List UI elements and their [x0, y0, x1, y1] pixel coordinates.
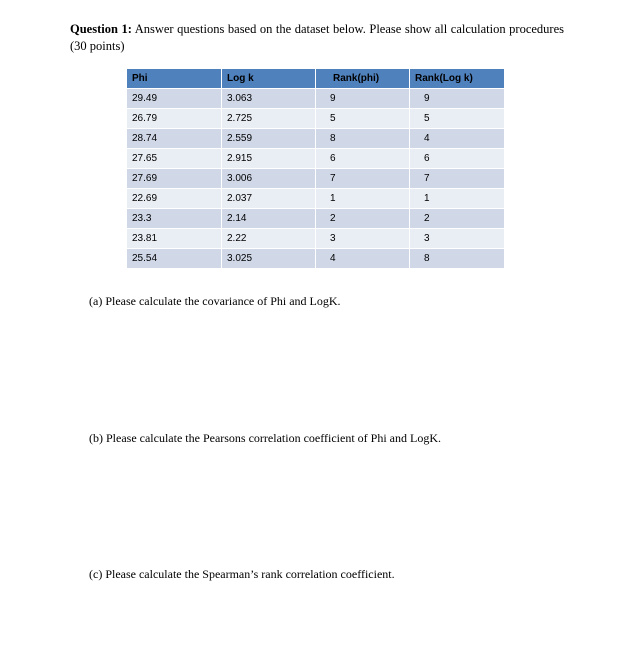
cell-rank-phi: 3 — [316, 229, 410, 249]
cell-phi: 28.74 — [127, 129, 222, 149]
cell-rank-log-k: 8 — [410, 249, 505, 269]
cell-log-k: 2.22 — [222, 229, 316, 249]
cell-rank-log-k: 4 — [410, 129, 505, 149]
cell-rank-phi: 1 — [316, 189, 410, 209]
cell-rank-phi: 9 — [316, 89, 410, 109]
cell-rank-phi: 4 — [316, 249, 410, 269]
question-header — [70, 21, 564, 55]
header-rank-log-k: Rank(Log k) — [410, 69, 505, 89]
table-row — [127, 249, 505, 269]
header-rank-phi: Rank(phi) — [316, 69, 410, 89]
table-row — [127, 209, 505, 229]
table-row — [127, 189, 505, 209]
cell-log-k: 2.037 — [222, 189, 316, 209]
cell-phi: 29.49 — [127, 89, 222, 109]
table-header-row — [127, 69, 505, 89]
sub-question-a: (a) Please calculate the covariance of Phi and LogK. — [89, 294, 341, 308]
cell-phi: 26.79 — [127, 109, 222, 129]
cell-log-k: 2.14 — [222, 209, 316, 229]
cell-phi: 23.81 — [127, 229, 222, 249]
table-row — [127, 169, 505, 189]
cell-phi: 23.3 — [127, 209, 222, 229]
cell-log-k: 2.559 — [222, 129, 316, 149]
cell-rank-log-k: 2 — [410, 209, 505, 229]
cell-rank-log-k: 7 — [410, 169, 505, 189]
cell-rank-phi: 5 — [316, 109, 410, 129]
cell-log-k: 2.725 — [222, 109, 316, 129]
cell-rank-phi: 7 — [316, 169, 410, 189]
table-row — [127, 149, 505, 169]
cell-rank-phi: 6 — [316, 149, 410, 169]
cell-log-k: 3.025 — [222, 249, 316, 269]
header-log-k: Log k — [222, 69, 316, 89]
table-row — [127, 109, 505, 129]
cell-phi: 25.54 — [127, 249, 222, 269]
cell-phi: 27.65 — [127, 149, 222, 169]
cell-phi: 27.69 — [127, 169, 222, 189]
sub-question-c: (c) Please calculate the Spearman’s rank correlation coefficient. — [89, 567, 395, 581]
cell-rank-phi: 8 — [316, 129, 410, 149]
table-row — [127, 129, 505, 149]
header-phi: Phi — [127, 69, 222, 89]
cell-rank-log-k: 1 — [410, 189, 505, 209]
question-label: Question 1: — [70, 22, 132, 36]
cell-log-k: 3.063 — [222, 89, 316, 109]
cell-phi: 22.69 — [127, 189, 222, 209]
cell-log-k: 2.915 — [222, 149, 316, 169]
cell-rank-phi: 2 — [316, 209, 410, 229]
question-text: Answer questions based on the dataset below. Please show all calculation procedures (30 points) — [70, 22, 564, 53]
cell-rank-log-k: 6 — [410, 149, 505, 169]
cell-rank-log-k: 5 — [410, 109, 505, 129]
cell-rank-log-k: 3 — [410, 229, 505, 249]
table-row — [127, 89, 505, 109]
table-row — [127, 229, 505, 249]
cell-rank-log-k: 9 — [410, 89, 505, 109]
sub-question-b: (b) Please calculate the Pearsons correlation coefficient of Phi and LogK. — [89, 431, 441, 445]
cell-log-k: 3.006 — [222, 169, 316, 189]
data-table — [126, 68, 505, 269]
